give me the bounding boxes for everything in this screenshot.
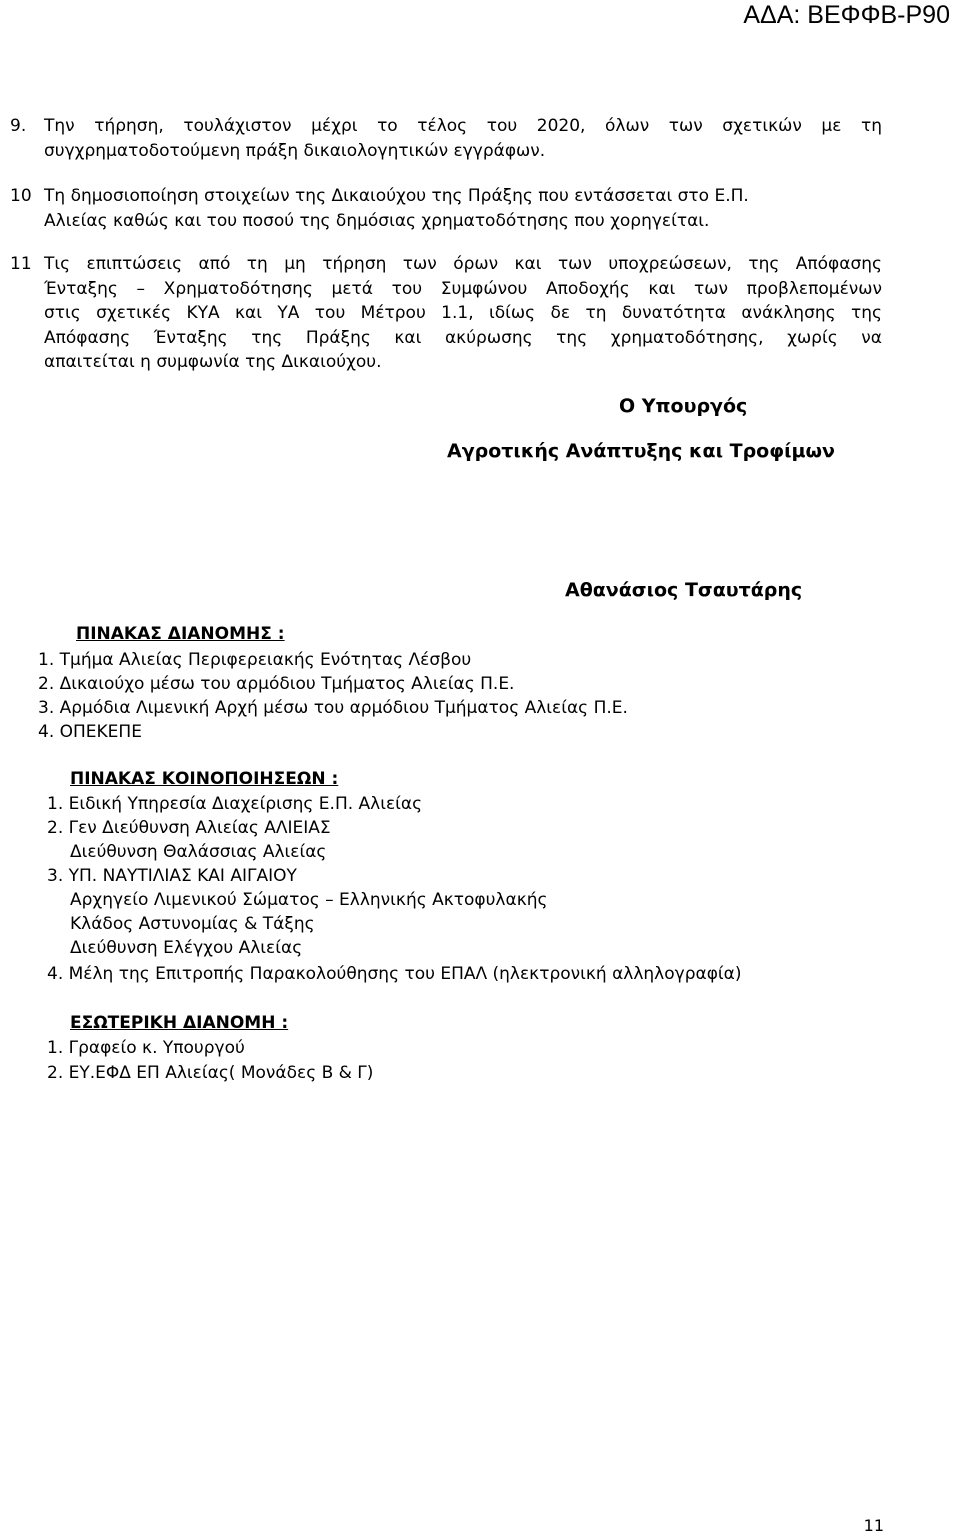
page-number: 11 xyxy=(863,1516,884,1535)
notification-line: 3. ΥΠ. ΝΑΥΤΙΛΙΑΣ ΚΑΙ ΑΙΓΑΙΟΥ xyxy=(47,866,297,886)
notification-line: Διεύθυνση Θαλάσσιας Αλιείας xyxy=(70,842,327,862)
term-line: Ένταξης – Χρηματοδότησης μετά του Συμφώνου Αποδοχής και των προβλεπομένων xyxy=(44,278,882,299)
ministry-name: Αγροτικής Ανάπτυξης και Τροφίμων xyxy=(447,440,835,462)
term-number: 9. xyxy=(10,116,27,136)
term-line: Απόφασης Ένταξης της Πράξης και ακύρωσης της χρηματοδότησης, χωρίς να xyxy=(44,327,882,348)
term-line: απαιτείται η συμφωνία της Δικαιούχου. xyxy=(44,352,382,372)
notification-line: 4. Μέλη της Επιτροπής Παρακολούθησης του ΕΠΑΛ (ηλεκτρονική αλληλογραφία) xyxy=(47,964,742,984)
internal-item: 2. ΕΥ.ΕΦΔ ΕΠ Αλιείας( Μονάδες Β & Γ) xyxy=(47,1063,374,1083)
term-item xyxy=(10,114,882,163)
distribution-item: 1. Τμήμα Αλιείας Περιφερειακής Ενότητας Λέσβου xyxy=(38,650,472,670)
distribution-item: 2. Δικαιούχο μέσω του αρμόδιου Τμήματος Αλιείας Π.Ε. xyxy=(38,674,515,694)
term-number: 11 xyxy=(10,254,32,274)
term-line: Αλιείας καθώς και του ποσού της δημόσιας χρηματοδότησης που χορηγείται. xyxy=(44,210,710,231)
ada-label: ΑΔΑ: ΒΕΦΦΒ-Ρ90 xyxy=(743,1,950,29)
notification-line: Κλάδος Αστυνομίας & Τάξης xyxy=(70,914,315,934)
term-line: συγχρηματοδοτούμενη πράξη δικαιολογητικών εγγράφων. xyxy=(44,140,546,161)
notification-heading: ΠΙΝΑΚΑΣ ΚΟΙΝΟΠΟΙΗΣΕΩΝ : xyxy=(70,769,339,789)
distribution-item: 4. ΟΠΕΚΕΠΕ xyxy=(38,722,142,742)
notification-line: 2. Γεν Διεύθυνση Αλιείας ΑΛΙΕΙΑΣ xyxy=(47,818,331,838)
term-line: Τις επιπτώσεις από τη μη τήρηση των όρων και των υποχρεώσεων, της Απόφασης xyxy=(44,254,882,274)
term-number: 10 xyxy=(10,186,32,206)
term-line: στις σχετικές ΚΥΑ και ΥΑ του Μέτρου 1.1, ιδίως δε τη δυνατότητα ανάκλησης της xyxy=(44,303,882,323)
signatory-name: Αθανάσιος Τσαυτάρης xyxy=(565,579,803,601)
notification-line: Διεύθυνση Ελέγχου Αλιείας xyxy=(70,938,303,958)
term-item xyxy=(10,184,882,233)
notification-line: Αρχηγείο Λιμενικού Σώματος – Ελληνικής Ακτοφυλακής xyxy=(70,890,548,910)
internal-item: 1. Γραφείο κ. Υπουργού xyxy=(47,1038,245,1058)
term-item xyxy=(10,252,882,375)
term-line: Την τήρηση, τουλάχιστον μέχρι το τέλος του 2020, όλων των σχετικών με τη xyxy=(44,116,882,136)
distribution-item: 3. Αρμόδια Λιμενική Αρχή μέσω του αρμόδιου Τμήματος Αλιείας Π.Ε. xyxy=(38,698,628,718)
notification-line: 1. Ειδική Υπηρεσία Διαχείρισης Ε.Π. Αλιείας xyxy=(47,794,423,814)
signatory-title: Ο Υπουργός xyxy=(619,395,748,417)
term-line: Τη δημοσιοποίηση στοιχείων της Δικαιούχου της Πράξης που εντάσσεται στο Ε.Π. xyxy=(44,186,749,206)
distribution-heading: ΠΙΝΑΚΑΣ ΔΙΑΝΟΜΗΣ : xyxy=(76,624,285,644)
internal-heading: ΕΣΩΤΕΡΙΚΗ ΔΙΑΝΟΜΗ : xyxy=(70,1013,289,1033)
